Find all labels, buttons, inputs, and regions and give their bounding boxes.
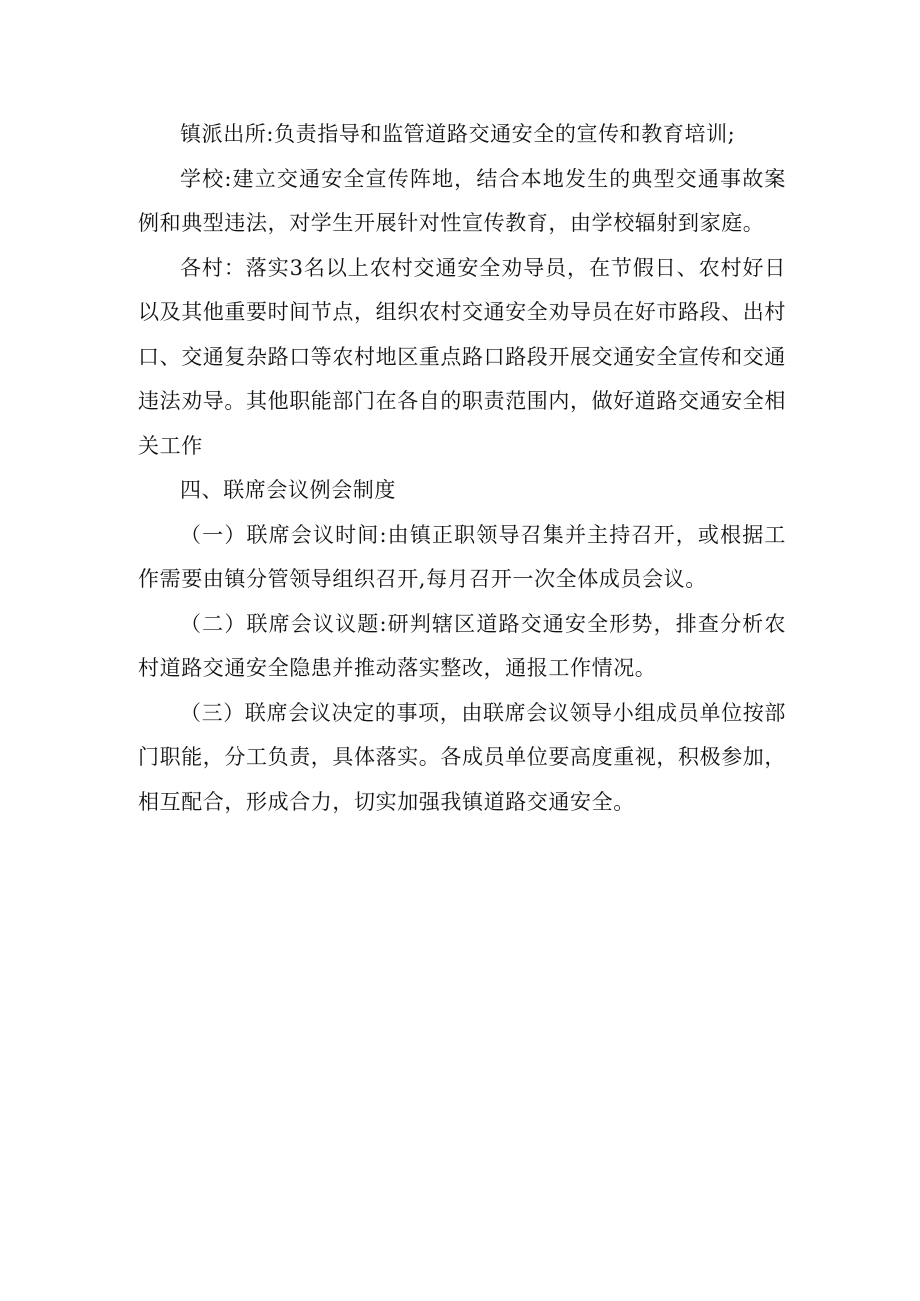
paragraph-meeting-topics: （二）联席会议议题:研判辖区道路交通安全形势，排查分析农村道路交通安全隐患并推动落实整改，通报工作情况。 xyxy=(138,611,786,680)
section-heading-joint-meeting: 四、联席会议例会制度 xyxy=(180,478,396,502)
paragraph-school: 学校:建立交通安全宣传阵地，结合本地发生的典型交通事故案例和典型违法，对学生开展针对性宣传教育，由学校辐射到家庭。 xyxy=(138,166,786,235)
paragraph-police-station: 镇派出所:负责指导和监管道路交通安全的宣传和教育培训; xyxy=(180,122,736,146)
paragraph-villages: 各村：落实3名以上农村交通安全劝导员，在节假日、农村好日以及其他重要时间节点，组织农村交通安全劝导员在好市路段、出村口、交通复杂路口等农村地区重点路口路段开展交通安全宣传和交通违法劝导。其他职能部门在各自的职责范围内，做好道路交通安全相关工作 xyxy=(138,255,786,458)
document-body xyxy=(138,112,786,824)
paragraph-meeting-decisions: （三）联席会议决定的事项，由联席会议领导小组成员单位按部门职能，分工负责，具体落实。各成员单位要高度重视，积极参加，相互配合，形成合力，切实加强我镇道路交通安全。 xyxy=(138,700,786,814)
paragraph-meeting-time: （一）联席会议时间:由镇正职领导召集并主持召开，或根据工作需要由镇分管领导组织召开,每月召开一次全体成员会议。 xyxy=(138,522,786,591)
